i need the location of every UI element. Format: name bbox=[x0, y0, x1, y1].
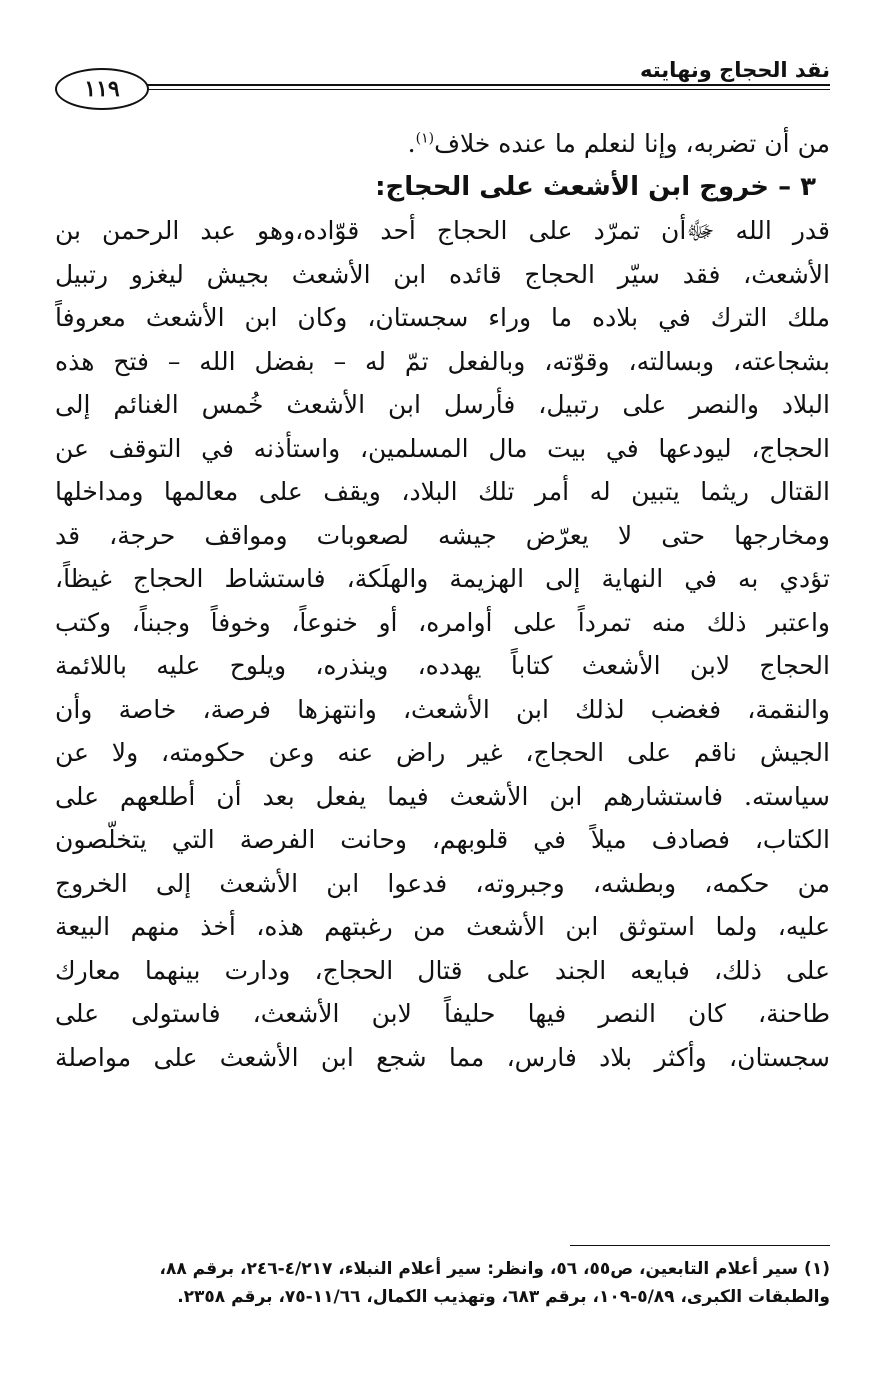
text-line: عليه، ولما استوثق ابن الأشعث من رغبتهم هذه، أخذ منهم البيعة bbox=[55, 912, 830, 941]
text-line: على ذلك، فبايعه الجند على قتال الحجاج، ودارت بينهما معارك bbox=[55, 955, 830, 985]
text-line: من حكمه، وبطشه، وجبروته، فدعوا ابن الأشعث إلى الخروج bbox=[55, 868, 830, 898]
header-rule-thin bbox=[147, 89, 830, 90]
header-rule bbox=[147, 84, 830, 86]
text-line-content: من أن تضربه، وإنا لنعلم ما عنده خلاف bbox=[434, 129, 830, 158]
text-line: طاحنة، كان النصر فيها حليفاً لابن الأشعث، فاستولى على bbox=[55, 999, 830, 1028]
body-text bbox=[55, 122, 830, 1079]
text-line: واعتبر ذلك منه تمرداً على أوامره، أو خنوعاً، وخوفاً وجبناً، وكتب bbox=[55, 607, 830, 637]
text-line: الحجاج، ليودعها في بيت مال المسلمين، واستأذنه في التوقف عن bbox=[55, 433, 830, 463]
footnote-line: والطبقات الكبرى، ٥/٨٩-١٠٩، برقم ٦٨٣، وتهذيب الكمال، ١١/٦٦-٧٥، برقم ٢٣٥٨. bbox=[177, 1287, 830, 1307]
text-line: بشجاعته، وبسالته، وقوّته، وبالفعل تمّ له – بفضل الله – فتح هذه bbox=[55, 346, 830, 376]
section-heading: ٣ – خروج ابن الأشعث على الحجاج: bbox=[375, 171, 816, 202]
page-number: ١١٩ bbox=[84, 76, 120, 102]
text-line: سياسته. فاستشارهم ابن الأشعث فيما يفعل بعد أن أطلعهم على bbox=[55, 781, 830, 811]
text-line: سجستان، وأكثر بلاد فارس، مما شجع ابن الأشعث على مواصلة bbox=[55, 1042, 830, 1072]
text-line: القتال ريثما يتبين له أمر تلك البلاد، ويقف على معالمها ومداخلها bbox=[55, 477, 830, 506]
text-line bbox=[55, 122, 830, 166]
text-line: تؤدي به في النهاية إلى الهزيمة والهلَكة، فاستشاط الحجاج غيظاً، bbox=[55, 564, 830, 593]
footnote-line: (١) سير أعلام التابعين، ص٥٥، ٥٦، وانظر: سير أعلام النبلاء، ٤/٢١٧-٢٤٦، برقم ٨٨، bbox=[159, 1259, 830, 1279]
text-line: البلاد والنصر على رتبيل، فأرسل ابن الأشعث خُمس الغنائم إلى bbox=[55, 390, 830, 419]
text-line: ملك الترك في بلاده ما وراء سجستان، وكان ابن الأشعث معروفاً bbox=[55, 303, 830, 332]
footnote-reference: (١) bbox=[415, 130, 435, 147]
text-line: الجيش ناقم على الحجاج، غير راض عنه وعن حكومته، ولا عن bbox=[55, 738, 830, 767]
text-line: والنقمة، فغضب لذلك ابن الأشعث، وانتهزها فرصة، خاصة وأن bbox=[55, 694, 830, 724]
page-header bbox=[55, 52, 830, 112]
text-line: الحجاج لابن الأشعث كتاباً يهدده، وينذره، ويلوح عليه باللائمة bbox=[55, 651, 830, 680]
text-line: الأشعث، فقد سيّر الحجاج قائده ابن الأشعث بجيش ليغزو رتبيل bbox=[55, 259, 830, 289]
page-number-oval bbox=[55, 68, 149, 110]
text-line-end: . bbox=[407, 129, 416, 158]
footnotes bbox=[55, 1255, 830, 1311]
text-line: ومخارجها حتى لا يعرّض جيشه لصعوبات ومواقف حرجة، قد bbox=[55, 520, 830, 550]
text-line: الكتاب، فصادف ميلاً في قلوبهم، وحانت الفرصة التي يتخلّصون bbox=[55, 825, 830, 854]
footnote-rule bbox=[570, 1245, 830, 1246]
text-line: قدر الله ﷻأن تمرّد على الحجاج أحد قوّاده،وهو عبد الرحمن بن bbox=[55, 216, 830, 245]
running-title: نقد الحجاج ونهايته bbox=[639, 58, 830, 82]
